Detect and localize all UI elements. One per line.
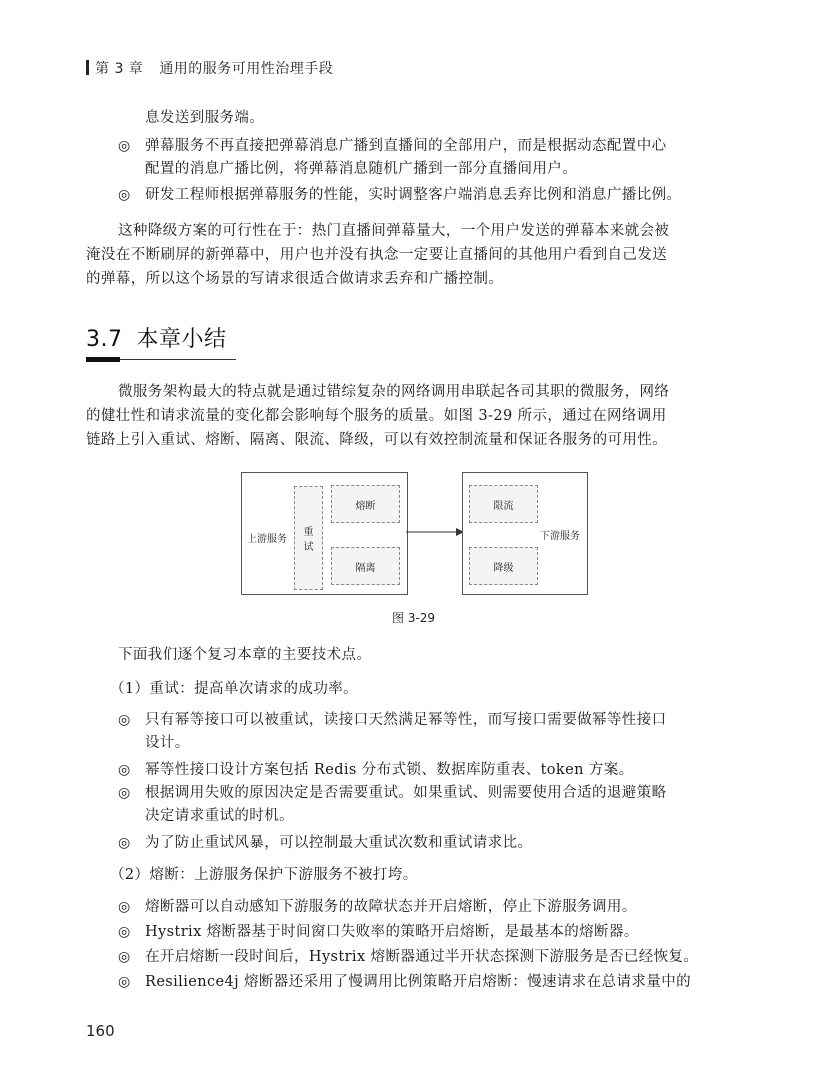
bullet-icon: ◎ [118, 762, 131, 778]
paragraph-line: 的健壮性和请求流量的变化都会影响每个服务的质量。如图 3-29 所示，通过在网络调用 [86, 408, 667, 424]
retry-label-2: 试 [303, 542, 314, 553]
header-bar [86, 60, 89, 75]
intro-line: 息发送到服务端。 [145, 110, 265, 126]
paragraph-line: 的弹幕，所以这个场景的写请求很适合做请求丢弃和广播控制。 [86, 271, 504, 287]
rate-limit-box [469, 485, 538, 523]
paragraph-line: 淹没在不断刷屏的新弹幕中，用户也并没有执念一定要让直播间的其他用户看到自己发送 [86, 247, 668, 263]
rate-limit-label: 限流 [493, 500, 514, 512]
bullet-icon: ◎ [118, 187, 131, 203]
downgrade-box [469, 547, 538, 585]
list-item: 设计。 [145, 735, 190, 751]
list-item: 根据调用失败的原因决定是否需要重试。如果重试、则需要使用合适的退避策略 [145, 785, 667, 801]
intro-line: 配置的消息广播比例，将弹幕消息随机广播到一部分直播间用户。 [145, 161, 578, 177]
running-header [86, 58, 333, 78]
paragraph-line: 下面我们逐个复习本章的主要技术点。 [118, 647, 372, 663]
list-item: 熔断器可以自动感知下游服务的故障状态并开启熔断，停止下游服务调用。 [145, 899, 637, 915]
section-heading [86, 322, 227, 353]
page-number: 160 [86, 1022, 115, 1040]
downgrade-label: 降级 [493, 562, 514, 574]
retry-heading: （1）重试：提高单次请求的成功率。 [110, 681, 359, 697]
isolation-label: 隔离 [355, 562, 376, 574]
bullet-icon: ◎ [118, 785, 131, 801]
bullet-icon: ◎ [118, 924, 131, 940]
isolation-box [331, 547, 400, 585]
bullet-icon: ◎ [118, 712, 131, 728]
list-item: Hystrix 熔断器基于时间窗口失败率的策略开启熔断，是最基本的熔断器。 [145, 924, 639, 940]
list-item: Resilience4j 熔断器还采用了慢调用比例策略开启熔断：慢速请求在总请求量中的 [145, 974, 692, 990]
downstream-service-label: 下游服务 [540, 531, 580, 542]
retry-label-1: 重 [303, 527, 314, 538]
circuit-breaker-box [331, 485, 400, 523]
chapter-title: 通用的服务可用性治理手段 [159, 61, 334, 77]
paragraph-line: 微服务架构最大的特点就是通过错综复杂的网络调用串联起各司其职的微服务，网络 [118, 384, 670, 400]
list-item: 为了防止重试风暴，可以控制最大重试次数和重试请求比。 [145, 835, 533, 851]
list-item: 幂等性接口设计方案包括 Redis 分布式锁、数据库防重表、token 方案。 [145, 762, 634, 778]
list-item: 决定请求重试的时机。 [145, 808, 294, 824]
bullet-icon: ◎ [118, 899, 131, 915]
arrow-icon [406, 526, 464, 538]
retry-box [294, 486, 323, 590]
section-number: 3.7 [86, 327, 123, 352]
bullet-icon: ◎ [118, 974, 131, 990]
paragraph-line: 这种降级方案的可行性在于：热门直播间弹幕量大，一个用户发送的弹幕本来就会被 [118, 223, 670, 239]
circuit-breaker-label: 熔断 [355, 500, 376, 512]
paragraph-line: 链路上引入重试、熔断、隔离、限流、降级，可以有效控制流量和保证各服务的可用性。 [86, 432, 668, 448]
upstream-service-label: 上游服务 [247, 534, 287, 545]
intro-line: 研发工程师根据弹幕服务的性能，实时调整客户端消息丢弃比例和消息广播比例。 [145, 187, 682, 203]
section-rule-accent [86, 357, 120, 362]
bullet-icon: ◎ [118, 835, 131, 851]
section-title: 本章小结 [136, 327, 227, 352]
list-item: 在开启熔断一段时间后，Hystrix 熔断器通过半开状态探测下游服务是否已经恢复。 [145, 949, 699, 965]
bullet-icon: ◎ [118, 949, 131, 965]
intro-line: 弹幕服务不再直接把弹幕消息广播到直播间的全部用户，而是根据动态配置中心 [145, 138, 667, 154]
circuit-heading: （2）熔断：上游服务保护下游服务不被打垮。 [110, 867, 418, 883]
list-item: 只有幂等接口可以被重试，读接口天然满足幂等性，而写接口需要做幂等性接口 [145, 712, 667, 728]
figure-caption: 图 3-29 [392, 611, 436, 625]
bullet-icon: ◎ [118, 138, 131, 154]
chapter-number: 第 3 章 [95, 61, 144, 77]
